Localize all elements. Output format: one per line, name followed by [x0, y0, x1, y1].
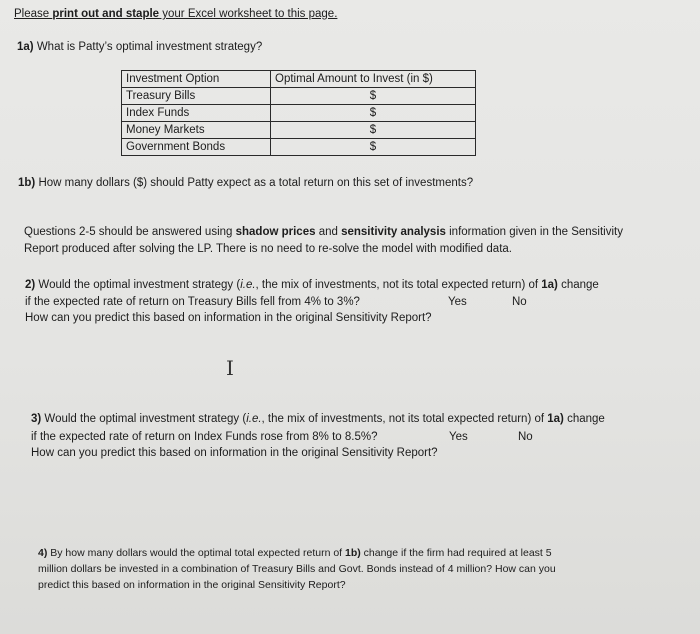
row-option: Index Funds: [122, 105, 271, 122]
intro-shadow-prices: shadow prices: [235, 226, 316, 238]
question-1b-number: 1b): [18, 177, 36, 189]
intro-sensitivity-analysis: sensitivity analysis: [341, 226, 446, 238]
row-amount[interactable]: $: [271, 88, 476, 105]
q4-ref: 1b): [345, 547, 361, 559]
question-3-line-2: if the expected rate of return on Index Funds rose from 8% to 8.5%?: [31, 431, 378, 443]
question-4-line-2: million dollars be invested in a combination of Treasury Bills and Govt. Bonds instead of 4 million? How can you: [38, 563, 556, 575]
table-header-row: [122, 71, 476, 88]
question-2-line-3: How can you predict this based on information in the original Sensitivity Report?: [25, 312, 432, 324]
row-amount[interactable]: $: [271, 105, 476, 122]
q2-text: change: [557, 279, 599, 291]
q4-text: change if the firm had required at least 5: [360, 547, 552, 559]
intro-line-1: [24, 225, 623, 240]
question-4-number: 4): [38, 547, 48, 559]
header-instruction: [14, 7, 337, 22]
intro-text: Questions 2-5 should be answered using: [24, 226, 236, 238]
q3-no-option[interactable]: No: [518, 431, 533, 443]
text-cursor-icon: I: [226, 356, 234, 380]
q2-text: Would the optimal investment strategy (: [35, 279, 241, 291]
q3-ref: 1a): [547, 413, 564, 425]
question-2-line-1: [25, 278, 599, 293]
table-row: [122, 122, 476, 139]
q2-yes-option[interactable]: Yes: [448, 296, 467, 308]
q3-text: change: [563, 413, 605, 425]
question-3-number: 3): [31, 413, 42, 425]
row-amount[interactable]: $: [271, 122, 476, 139]
intro-line-2: Report produced after solving the LP. There is no need to re-solve the model with modified data.: [24, 243, 512, 255]
intro-text: and: [315, 226, 342, 238]
question-1a-number: 1a): [17, 41, 34, 53]
header-optimal-amount: Optimal Amount to Invest (in $): [271, 71, 476, 88]
question-3-line-1: [31, 412, 605, 427]
header-suffix: your Excel worksheet to this page.: [159, 8, 338, 20]
row-amount[interactable]: $: [271, 139, 476, 156]
question-2-line-2: if the expected rate of return on Treasury Bills fell from 4% to 3%?: [25, 296, 360, 308]
header-emphasis: print out and staple: [52, 8, 160, 20]
question-1b: [18, 176, 473, 191]
q3-yes-option[interactable]: Yes: [449, 431, 468, 443]
row-option: Treasury Bills: [122, 88, 271, 105]
question-1a: [17, 40, 262, 55]
investment-table: [121, 70, 476, 156]
question-4-line-1: [38, 546, 552, 561]
question-1b-text: How many dollars ($) should Patty expect as a total return on this set of investments?: [35, 177, 474, 189]
question-2-number: 2): [25, 279, 36, 291]
table-row: [122, 88, 476, 105]
row-option: Money Markets: [122, 122, 271, 139]
question-3-line-3: How can you predict this based on information in the original Sensitivity Report?: [31, 447, 438, 459]
row-option: Government Bonds: [122, 139, 271, 156]
table-row: [122, 105, 476, 122]
q2-no-option[interactable]: No: [512, 296, 527, 308]
q2-ie: i.e.: [240, 279, 256, 291]
table-row: [122, 139, 476, 156]
intro-text: information given in the Sensitivity: [445, 226, 623, 238]
header-investment-option: Investment Option: [122, 71, 271, 88]
q2-text: , the mix of investments, not its total expected return) of: [255, 279, 542, 291]
question-1a-text: What is Patty’s optimal investment strategy?: [33, 41, 263, 53]
q3-text: Would the optimal investment strategy (: [41, 413, 247, 425]
q2-ref: 1a): [541, 279, 558, 291]
q4-text: By how many dollars would the optimal total expected return of: [47, 547, 345, 559]
q3-text: , the mix of investments, not its total expected return) of: [261, 413, 548, 425]
q3-ie: i.e.: [246, 413, 262, 425]
question-4-line-3: predict this based on information in the original Sensitivity Report?: [38, 579, 346, 591]
header-prefix: Please: [14, 8, 53, 20]
